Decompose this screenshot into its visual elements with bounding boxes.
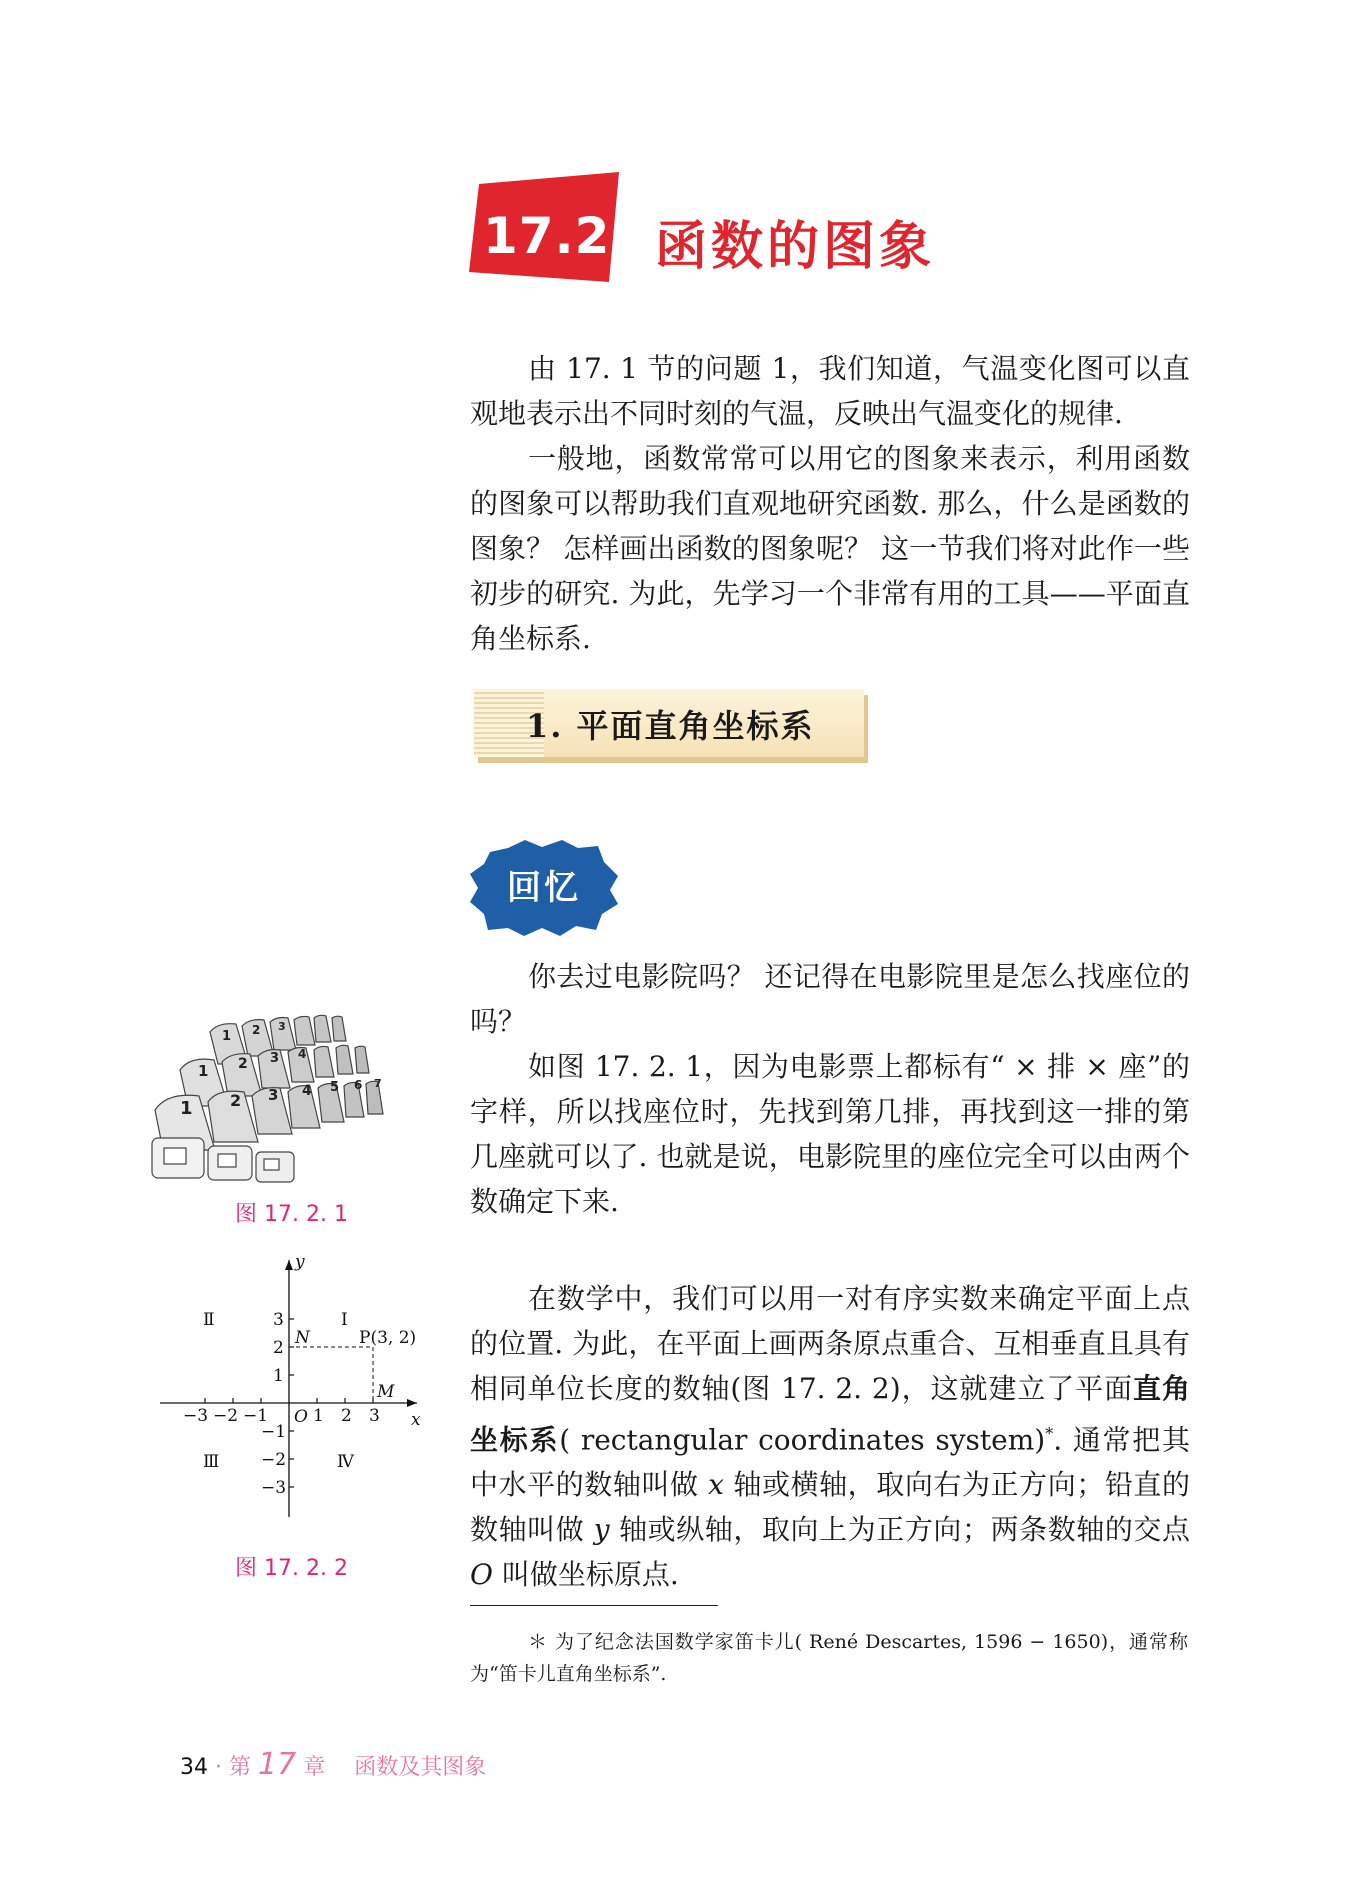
seat-label: 1 xyxy=(222,1029,232,1044)
seat-label: 4 xyxy=(298,1047,307,1061)
quadrant-label: Ⅲ xyxy=(203,1452,220,1472)
subsection-title: 1. 平面直角坐标系 xyxy=(526,707,815,745)
seat-label: 6 xyxy=(354,1078,363,1092)
x-axis-label: x xyxy=(411,1410,421,1430)
paragraph-text: 轴或纵轴，取向上为正方向；两条数轴的交点 xyxy=(609,1513,1190,1547)
recall-paragraph-2: 如图 17. 2. 1，因为电影票上都标有“ × 排 × 座”的字样，所以找座位时，先找到第几排，再找到这一排的第几座就可以了. 也就是说，电影院里的座位完全可以由两个数确定下来. xyxy=(470,1050,1190,1218)
chapter-title: 函数及其图象 xyxy=(354,1755,487,1780)
x-tick-label: −2 xyxy=(213,1406,239,1426)
figure-1-caption: 图 17. 2. 1 xyxy=(235,1202,348,1227)
y-tick-label: −1 xyxy=(261,1422,287,1442)
seat-label: 3 xyxy=(268,1086,279,1104)
coordinate-plane-figure xyxy=(155,1255,425,1525)
coordinates-paragraph xyxy=(470,1276,1190,1597)
paragraph-text: 轴或横轴，取向右为正方向；铅直的数轴叫做 xyxy=(470,1468,1191,1547)
y-tick-label: −2 xyxy=(261,1450,287,1470)
chapter-prefix: 第 xyxy=(229,1755,252,1780)
footnote: ＊ 为了纪念法国数学家笛卡儿( René Descartes, 1596 − 1650)，通常称为“笛卡儿直角坐标系”. xyxy=(470,1631,1188,1685)
seat-label: 7 xyxy=(374,1077,382,1090)
section-number: 17.2 xyxy=(483,207,611,265)
footnote-mark: * xyxy=(1045,1424,1054,1443)
seat-label: 5 xyxy=(330,1080,340,1095)
paragraph-text: 在数学中，我们可以用一对有序实数来确定平面上点的位置. 为此，在平面上画两条原点重合、互相垂直且具有相同单位长度的数轴(图 17. 2. 2)，这就建立了平面 xyxy=(470,1282,1190,1405)
y-tick-label: 2 xyxy=(273,1338,284,1358)
seat-label: 1 xyxy=(198,1062,209,1080)
seat-label: 4 xyxy=(302,1083,312,1099)
page-number: 34 xyxy=(180,1755,208,1780)
paragraph-text: 叫做坐标原点. xyxy=(492,1558,679,1592)
recall-label: 回忆 xyxy=(507,868,581,908)
chapter-suffix: 章 xyxy=(303,1755,326,1780)
seat-label: 2 xyxy=(252,1023,261,1037)
section-title: 函数的图象 xyxy=(655,217,936,277)
footnote-divider xyxy=(470,1605,718,1606)
x-tick-label: −1 xyxy=(243,1406,269,1426)
point-m-label: M xyxy=(377,1382,395,1402)
point-p-label: P(3, 2) xyxy=(359,1328,417,1348)
seat-label: 3 xyxy=(270,1051,280,1066)
chapter-number: 17 xyxy=(258,1747,297,1782)
x-tick-label: 2 xyxy=(341,1406,352,1426)
quadrant-label: Ⅰ xyxy=(341,1310,348,1330)
var-x: x xyxy=(708,1468,724,1502)
seat-label: 1 xyxy=(180,1098,193,1119)
x-tick-label: 3 xyxy=(369,1406,380,1426)
x-tick-label: −3 xyxy=(183,1406,209,1426)
y-tick-label: −3 xyxy=(261,1478,287,1498)
intro-paragraph-1: 由 17. 1 节的问题 1，我们知道，气温变化图可以直观地表示出不同时刻的气温，反映出气温变化的规律. xyxy=(470,352,1190,430)
point-n-label: N xyxy=(295,1328,310,1348)
quadrant-label: Ⅱ xyxy=(203,1310,215,1330)
y-axis-label: y xyxy=(295,1255,305,1272)
y-tick-label: 3 xyxy=(273,1310,284,1330)
seat-label: 2 xyxy=(238,1056,248,1072)
origin-label: O xyxy=(294,1407,308,1427)
cinema-seats-illustration xyxy=(150,1010,445,1185)
subsection-header xyxy=(474,689,864,757)
seat-label: 2 xyxy=(230,1091,242,1110)
intro-paragraph-2: 一般地，函数常常可以用它的图象来表示，利用函数的图象可以帮助我们直观地研究函数. 那么，什么是函数的图象？ 怎样画出函数的图象呢？ 这一节我们将对此作一些初步的研究. 为此，先学习一个非常有用的工具——平面直角坐标系. xyxy=(470,442,1190,655)
term-coordinate-system: 直角坐标系 xyxy=(470,1372,1190,1457)
paragraph-text: . 通常把其中水平的数轴叫做 xyxy=(470,1423,1190,1502)
paragraph-text: ( rectangular coordinates system) xyxy=(559,1423,1046,1457)
var-y: y xyxy=(593,1513,610,1547)
x-tick-label: 1 xyxy=(313,1406,324,1426)
seat-label: 3 xyxy=(278,1020,286,1033)
y-tick-label: 1 xyxy=(273,1366,284,1386)
footer-dot: · xyxy=(215,1755,222,1780)
page-footer xyxy=(180,1747,486,1782)
recall-paragraph-1: 你去过电影院吗？ 还记得在电影院里是怎么找座位的吗？ xyxy=(470,960,1190,1038)
quadrant-label: Ⅳ xyxy=(337,1452,354,1472)
figure-2-caption: 图 17. 2. 2 xyxy=(235,1556,348,1581)
var-o: O xyxy=(470,1558,493,1592)
